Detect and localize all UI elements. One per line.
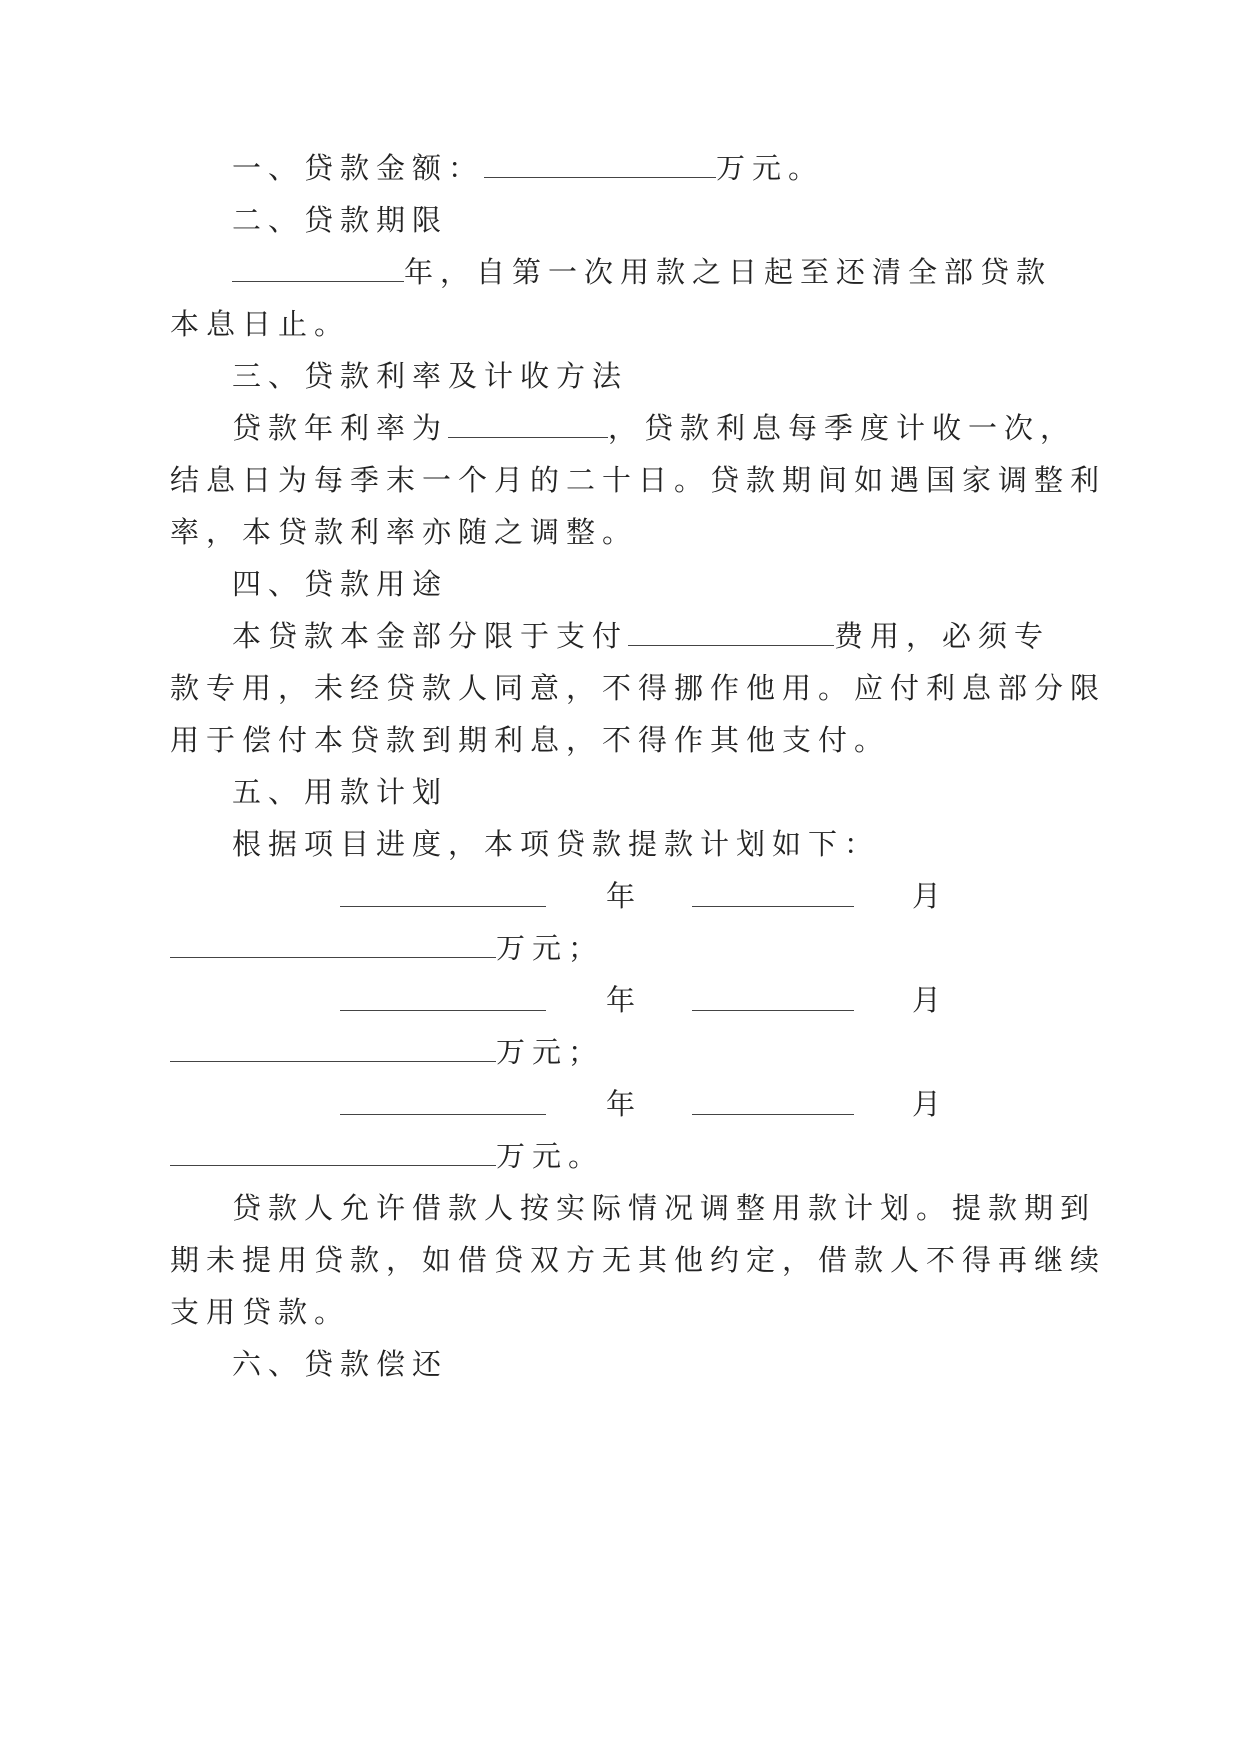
repayment-heading: 六、贷款偿还 xyxy=(232,1347,449,1381)
interest-line1 xyxy=(232,410,1076,446)
plan-1-amount-unit: 万元； xyxy=(496,931,605,965)
loan-amount-line xyxy=(232,150,824,186)
plan-adjust-line3: 支用贷款。 xyxy=(170,1295,351,1329)
plan-heading: 五、用款计划 xyxy=(232,775,449,809)
purpose-line1-text: 费用，必须专 xyxy=(834,619,1051,653)
plan-3-year-label: 年 xyxy=(606,1087,643,1121)
interest-line3: 率，本贷款利率亦随之调整。 xyxy=(170,515,639,549)
loan-term-line1 xyxy=(232,254,1052,290)
purpose-lead: 本贷款本金部分限于支付 xyxy=(232,619,629,653)
loan-term-heading: 二、贷款期限 xyxy=(232,203,449,237)
loan-term-line2: 本息日止。 xyxy=(170,307,351,341)
plan-2-year-label: 年 xyxy=(606,983,643,1017)
interest-line1-text: ，贷款利息每季度计收一次， xyxy=(608,411,1077,445)
plan-3-amount-line xyxy=(170,1138,604,1174)
plan-1-month-label: 月 xyxy=(912,879,949,913)
purpose-line3: 用于偿付本贷款到期利息，不得作其他支付。 xyxy=(170,723,891,757)
purpose-line1 xyxy=(232,618,1050,654)
purpose-expense-blank[interactable] xyxy=(628,619,834,646)
plan-2-year-blank[interactable] xyxy=(340,984,546,1011)
interest-rate-blank[interactable] xyxy=(448,411,608,438)
plan-2-month-blank[interactable] xyxy=(692,984,854,1011)
loan-term-line1-text: 年，自第一次用款之日起至还清全部贷款 xyxy=(404,255,1053,289)
plan-3-month-label: 月 xyxy=(912,1087,949,1121)
plan-3-amount-blank[interactable] xyxy=(170,1139,496,1166)
plan-1-year-label: 年 xyxy=(606,879,643,913)
loan-amount-label: 一、贷款金额： xyxy=(232,151,485,185)
loan-term-years-blank[interactable] xyxy=(232,255,404,282)
plan-adjust-line1: 贷款人允许借款人按实际情况调整用款计划。提款期到 xyxy=(232,1191,1097,1225)
plan-2-amount-line xyxy=(170,1034,604,1070)
plan-adjust-line2: 期未提用贷款，如借贷双方无其他约定，借款人不得再继续 xyxy=(170,1243,1107,1277)
plan-3-amount-unit: 万元。 xyxy=(496,1139,605,1173)
plan-2-month-label: 月 xyxy=(912,983,949,1017)
plan-intro: 根据项目进度，本项贷款提款计划如下： xyxy=(232,827,881,861)
plan-3-year-blank[interactable] xyxy=(340,1088,546,1115)
interest-rate-label: 贷款年利率为 xyxy=(232,411,449,445)
loan-amount-unit: 万元。 xyxy=(716,151,825,185)
plan-2-amount-unit: 万元； xyxy=(496,1035,605,1069)
plan-3-month-blank[interactable] xyxy=(692,1088,854,1115)
plan-1-year-blank[interactable] xyxy=(340,880,546,907)
interest-line2: 结息日为每季末一个月的二十日。贷款期间如遇国家调整利 xyxy=(170,463,1107,497)
purpose-line2: 款专用，未经贷款人同意，不得挪作他用。应付利息部分限 xyxy=(170,671,1107,705)
plan-1-month-blank[interactable] xyxy=(692,880,854,907)
purpose-heading: 四、贷款用途 xyxy=(232,567,449,601)
plan-1-amount-blank[interactable] xyxy=(170,931,496,958)
interest-heading: 三、贷款利率及计收方法 xyxy=(232,359,629,393)
plan-2-amount-blank[interactable] xyxy=(170,1035,496,1062)
loan-amount-blank[interactable] xyxy=(484,151,716,178)
plan-1-amount-line xyxy=(170,930,604,966)
